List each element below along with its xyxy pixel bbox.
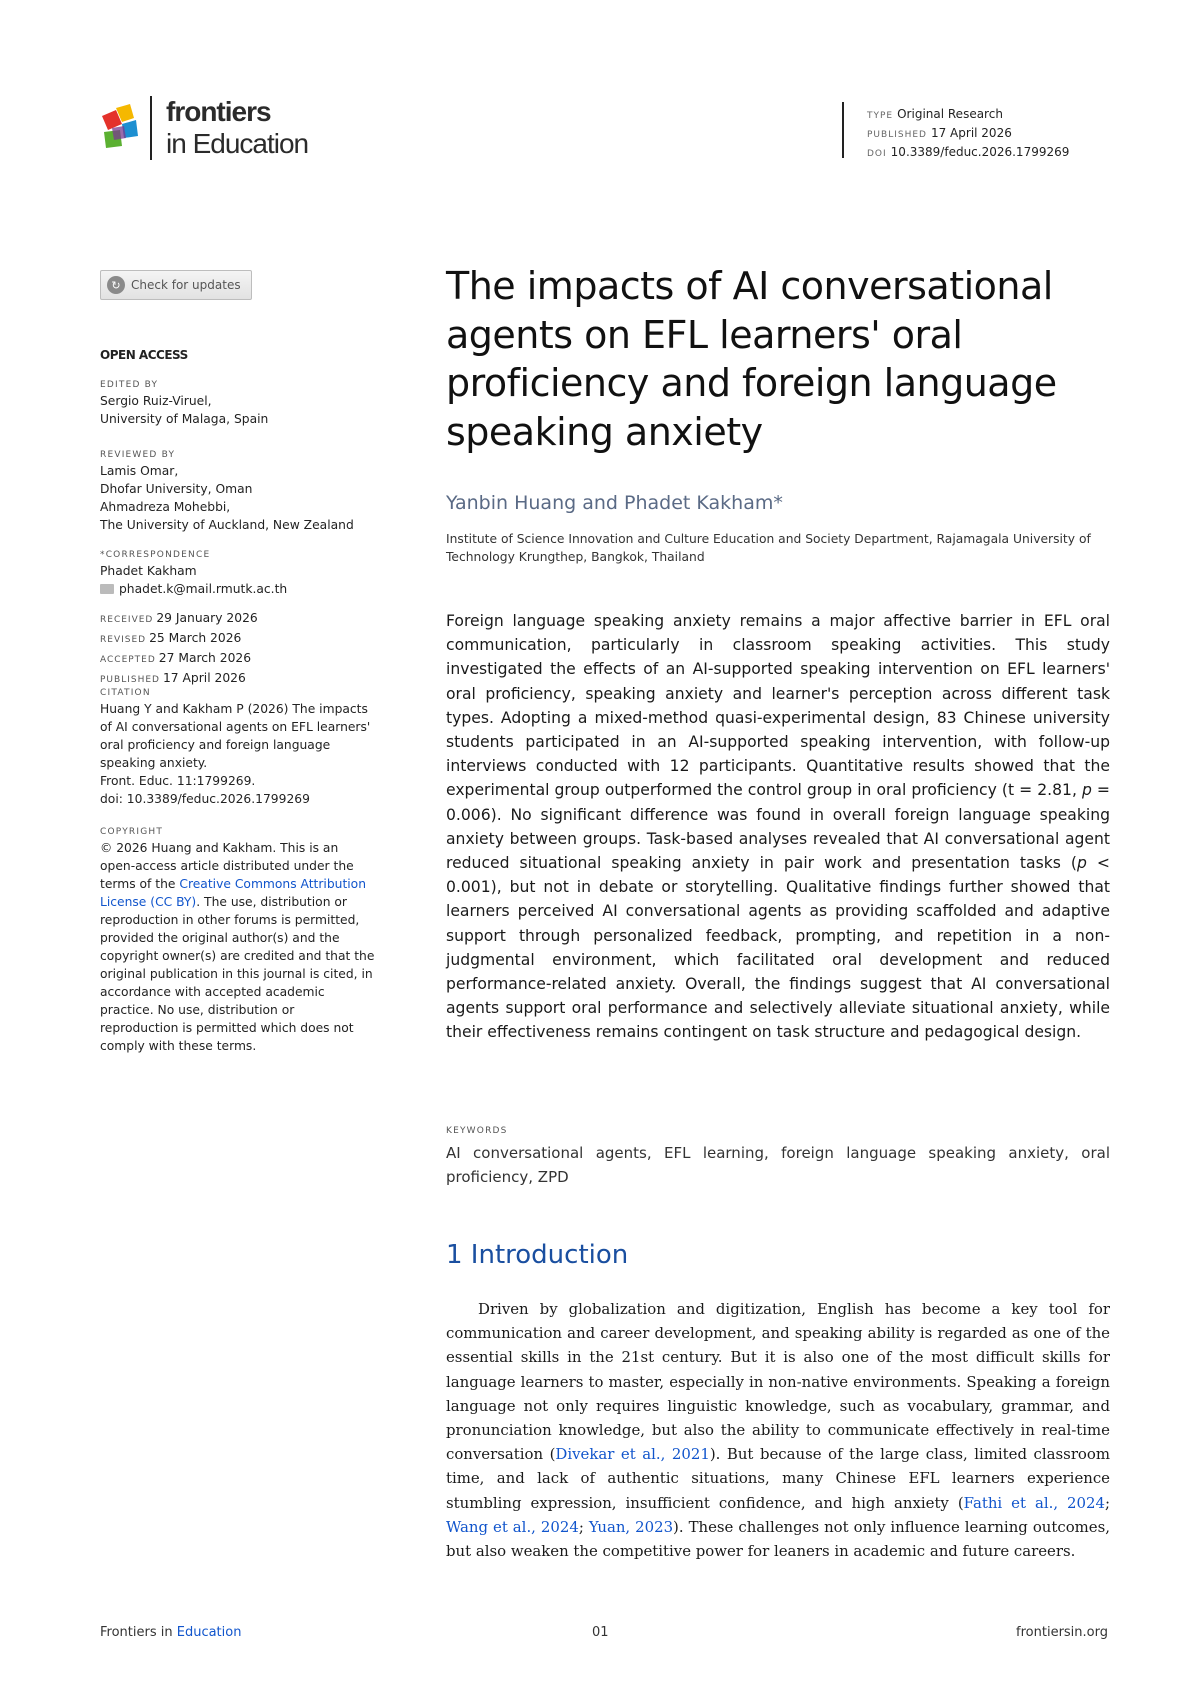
article-authors: Yanbin Huang and Phadet Kakham* — [446, 492, 783, 514]
copyright-block — [100, 825, 375, 1055]
received-value: 29 January 2026 — [156, 611, 258, 625]
keywords: AI conversational agents, EFL learning, foreign language speaking anxiety, oral proficiency, ZPD — [446, 1144, 1110, 1186]
type-value: Original Research — [897, 107, 1003, 121]
reviewer2-name: Ahmadreza Mohebbi, — [100, 500, 231, 514]
copyright-text — [100, 839, 375, 1055]
reviewed-by-block — [100, 448, 375, 534]
brand-line2: in Education — [166, 128, 309, 159]
editor-name: Sergio Ruiz-Viruel, — [100, 394, 212, 408]
ref-separator: ; — [1104, 1493, 1110, 1512]
page-number: 01 — [592, 1625, 609, 1640]
footer-journal — [100, 1625, 241, 1640]
citation-journal: Front. Educ. 11:1799269. — [100, 774, 256, 788]
reviewed-by-label: REVIEWED BY — [100, 450, 176, 460]
edited-by-block — [100, 378, 375, 428]
intro-paragraph — [446, 1297, 1110, 1563]
reviewer1-affiliation: Dhofar University, Oman — [100, 482, 253, 496]
abstract-part-c: < 0.001), but not in debate or storytelling. Qualitative findings further showed that learners perceived AI conversational agents as providing scaffolded and adaptive support through personalized feedback, prompting, and repetition in a non-judgmental environment, which facilitated oral development and reduced performance-related anxiety. Overall, the findings suggest that AI conversational agents support oral performance and selectively alleviate situational anxiety, while their effectiveness remains contingent on task structure and pedagogical design. — [446, 854, 1110, 1042]
ref-separator: ; — [578, 1517, 589, 1536]
doi-value: 10.3389/feduc.2026.1799269 — [890, 145, 1070, 159]
citation-text: Huang Y and Kakham P (2026) The impacts of AI conversational agents on EFL learners' oral proficiency and foreign language speaking anxiety. — [100, 702, 371, 770]
received-label: RECEIVED — [100, 615, 154, 625]
correspondence-email[interactable]: phadet.k@mail.rmutk.ac.th — [119, 582, 288, 596]
left-published-label: PUBLISHED — [100, 675, 160, 685]
check-for-updates-button[interactable] — [100, 270, 252, 300]
footer-journal-link[interactable]: Education — [176, 1625, 242, 1640]
reference-link[interactable]: Wang et al., 2024 — [446, 1517, 579, 1536]
revised-value: 25 March 2026 — [149, 631, 242, 645]
type-label: TYPE — [867, 111, 894, 121]
intro-part-c: ). These challenges not only influence learning outcomes, but also weaken the competitive power for leaners in academic and future careers. — [446, 1517, 1110, 1561]
open-access-badge — [100, 346, 375, 364]
check-updates-label: Check for updates — [131, 278, 241, 292]
keywords-label: KEYWORDS — [446, 1126, 508, 1136]
editor-affiliation: University of Malaga, Spain — [100, 412, 269, 426]
reference-link[interactable]: Fathi et al., 2024 — [963, 1493, 1105, 1512]
brand-line1: frontiers — [166, 96, 271, 127]
reference-link[interactable]: Yuan, 2023 — [588, 1517, 674, 1536]
reviewer1-name: Lamis Omar, — [100, 464, 179, 478]
intro-part-a: Driven by globalization and digitization, English has become a key tool for communication and career development, and speaking ability is regarded as one of the essential skills in the 21st century. But it is also one of the most difficult skills for language learners to master, especially in non-native environments. Speaking a foreign language not only requires linguistic knowledge, such as vocabulary, grammar, and pronunciation knowledge, but also the ability to communicate effectively in real-time conversation ( — [446, 1300, 1110, 1464]
published-value: 17 April 2026 — [930, 126, 1012, 140]
citation-label: CITATION — [100, 688, 151, 698]
intro-part-b: ). But because of the large class, limited classroom time, and lack of authentic situations, many Chinese EFL learners experience stumbling expression, insufficient confidence, and high anxiety ( — [446, 1445, 1110, 1512]
abstract-p-symbol: p — [1081, 781, 1092, 800]
license-link[interactable]: Creative Commons Attribution License (CC BY) — [100, 877, 367, 909]
edited-by-label: EDITED BY — [100, 380, 159, 390]
frontiers-logo-icon — [100, 100, 140, 150]
author-affiliation: Institute of Science Innovation and Culture Education and Society Department, Rajamagala University of Technology Krungthep, Bangkok, Thailand — [446, 532, 1091, 564]
reviewer2-affiliation: The University of Auckland, New Zealand — [100, 518, 354, 532]
footer-site-link[interactable]: frontiersin.org — [1016, 1625, 1108, 1640]
article-meta — [867, 106, 1069, 163]
refresh-icon: ↻ — [107, 276, 125, 294]
published-label: PUBLISHED — [867, 130, 927, 140]
accepted-value: 27 March 2026 — [158, 651, 252, 665]
citation-block — [100, 686, 375, 808]
meta-divider — [842, 102, 844, 158]
article-title: The impacts of AI conversational agents on EFL learners' oral proficiency and foreign language speaking anxiety — [446, 264, 1057, 454]
abstract-p-symbol-2: p — [1077, 854, 1087, 873]
envelope-icon — [100, 584, 114, 594]
section-heading: 1 Introduction — [446, 1240, 629, 1270]
accepted-label: ACCEPTED — [100, 655, 156, 665]
journal-brand — [166, 96, 308, 160]
dates-block — [100, 609, 375, 689]
abstract — [446, 609, 1110, 1045]
revised-label: REVISED — [100, 635, 147, 645]
doi-label: DOI — [867, 149, 887, 159]
correspondence-label: *CORRESPONDENCE — [100, 550, 211, 560]
abstract-part-b: = 0.006). No significant difference was found in overall foreign language speaking anxiety between groups. Task-based analyses revealed that AI conversational agent reduced situational speaking anxiety in pair work and presentation tasks ( — [446, 781, 1110, 873]
abstract-part-a: Foreign language speaking anxiety remains a major affective barrier in EFL oral communication, particularly in classroom speaking activities. This study investigated the effects of an AI-supported speaking intervention on EFL learners' oral proficiency, speaking anxiety and learner's perception across different task types. Adopting a mixed-method quasi-experimental design, 83 Chinese university students participated in an AI-supported speaking intervention, with follow-up interviews conducted with 12 participants. Quantitative results showed that the experimental group outperformed the control group in oral proficiency (t = 2.81, — [446, 612, 1110, 800]
citation-doi: doi: 10.3389/feduc.2026.1799269 — [100, 792, 310, 806]
copyright-label: COPYRIGHT — [100, 827, 164, 837]
reference-link[interactable]: Divekar et al., 2021 — [555, 1445, 710, 1464]
copyright-pre: © 2026 Huang and Kakham. This is an open-access article distributed under the terms of the — [100, 841, 354, 891]
correspondence-block — [100, 548, 375, 598]
copyright-post: . The use, distribution or reproduction in other forums is permitted, provided the original author(s) and the copyright owner(s) are credited and that the original publication in this journal is cited, in accordance with accepted academic practice. No use, distribution or reproduction is permitted which does not comply with these terms. — [100, 895, 375, 1053]
correspondence-name: Phadet Kakham — [100, 564, 197, 578]
logo-divider — [150, 96, 152, 160]
open-access-label: OPEN ACCESS — [100, 348, 188, 362]
left-published-value: 17 April 2026 — [162, 671, 246, 685]
footer-journal-pre: Frontiers in — [100, 1625, 177, 1640]
